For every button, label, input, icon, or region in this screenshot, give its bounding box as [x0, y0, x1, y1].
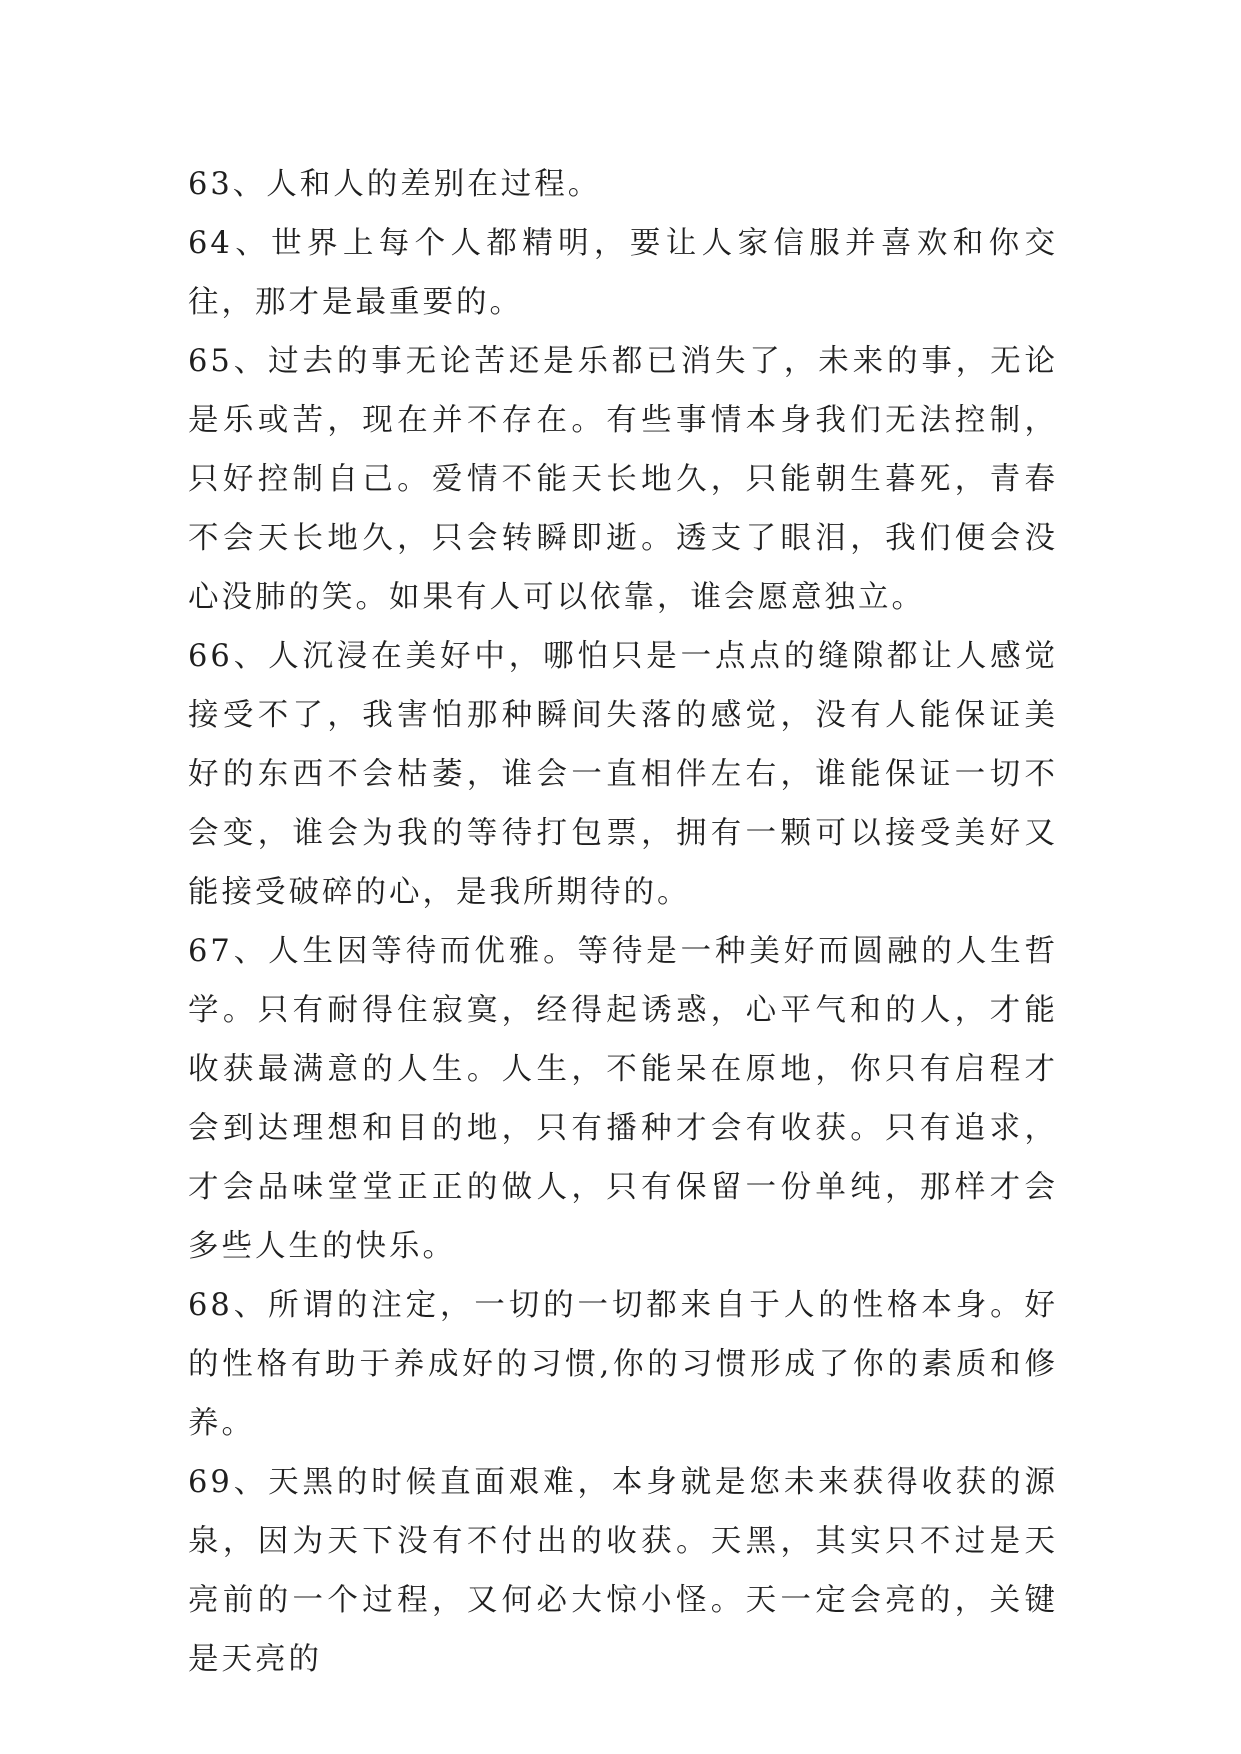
paragraph-67: 67、人生因等待而优雅。等待是一种美好而圆融的人生哲学。只有耐得住寂寞，经得起诱惑，心平气和的人，才能收获最满意的人生。人生，不能呆在原地，你只有启程才会到达理想和目的地，只有播种才会有收获。只有追求，才会品味堂堂正正的做人，只有保留一份单纯，那样才会多些人生的快乐。: [188, 934, 1058, 1264]
paragraph-64: 64、世界上每个人都精明，要让人家信服并喜欢和你交往，那才是最重要的。: [188, 226, 1058, 320]
paragraph-69: 69、天黑的时候直面艰难，本身就是您未来获得收获的源泉，因为天下没有不付出的收获。天黑，其实只不过是天亮前的一个过程，又何必大惊小怪。天一定会亮的，关键是天亮的: [188, 1465, 1058, 1677]
paragraph-68: 68、所谓的注定，一切的一切都来自于人的性格本身。好的性格有助于养成好的习惯,你的习惯形成了你的素质和修养。: [188, 1288, 1058, 1441]
paragraph-65: 65、过去的事无论苦还是乐都已消失了，未来的事，无论是乐或苦，现在并不存在。有些事情本身我们无法控制，只好控制自己。爱情不能天长地久，只能朝生暮死，青春不会天长地久，只会转瞬即逝。透支了眼泪，我们便会没心没肺的笑。如果有人可以依靠，谁会愿意独立。: [188, 344, 1058, 615]
paragraph-63: 63、人和人的差别在过程。: [188, 167, 602, 202]
document-body: [188, 155, 1058, 1689]
paragraph-66: 66、人沉浸在美好中，哪怕只是一点点的缝隙都让人感觉接受不了，我害怕那种瞬间失落的感觉，没有人能保证美好的东西不会枯萎，谁会一直相伴左右，谁能保证一切不会变，谁会为我的等待打包票，拥有一颗可以接受美好又能接受破碎的心，是我所期待的。: [188, 639, 1058, 910]
